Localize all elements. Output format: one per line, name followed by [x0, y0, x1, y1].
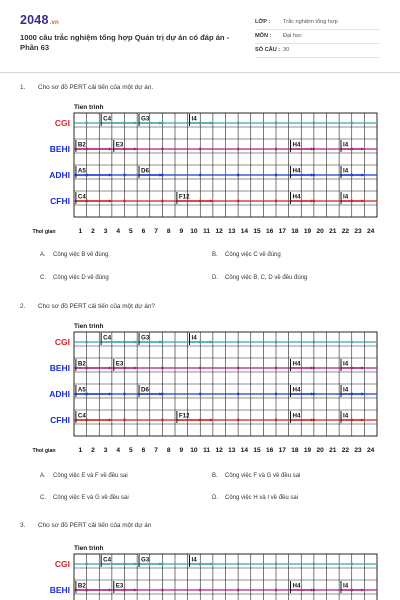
- x-tick-label: 8: [166, 228, 171, 235]
- x-tick-label: 18: [291, 228, 299, 235]
- task-label-e3: E3: [115, 582, 124, 590]
- row-node: [275, 122, 277, 125]
- x-tick-label: 2: [91, 447, 95, 454]
- task-arrow: [109, 147, 112, 150]
- task-arrow: [210, 121, 213, 124]
- row-label-behi: BEHI: [49, 363, 70, 373]
- task-label-b2: B2: [77, 360, 86, 368]
- row-node: [86, 200, 88, 203]
- pert-chart-3: [0, 540, 400, 600]
- option-b[interactable]: [212, 252, 281, 258]
- row-node: [161, 393, 163, 396]
- row-node: [313, 200, 315, 203]
- row-label-behi: BEHI: [49, 144, 70, 154]
- row-node: [351, 589, 353, 592]
- task-label-c4: C4: [103, 334, 112, 342]
- x-tick-label: 7: [154, 447, 158, 454]
- row-node: [351, 122, 353, 125]
- x-tick-label: 5: [128, 228, 133, 235]
- task-label-h4: H4: [292, 386, 301, 394]
- row-node: [313, 122, 315, 125]
- pert-chart-svg: [0, 318, 400, 463]
- meta-key: SỐ CÂU :: [255, 47, 281, 53]
- x-tick-label: 21: [329, 228, 337, 235]
- row-label-cfhi: CFHI: [50, 415, 70, 425]
- row-node: [86, 367, 88, 370]
- row-node: [199, 589, 201, 592]
- option-text: Công việc E và F về đều sai: [53, 473, 128, 479]
- x-tick-label: 20: [316, 228, 324, 235]
- x-tick-label: 10: [190, 447, 198, 454]
- x-tick-label: 14: [240, 447, 249, 454]
- option-d[interactable]: [212, 275, 307, 281]
- task-label-c4: C4: [77, 412, 86, 420]
- task-arrow: [210, 562, 213, 565]
- x-tick-label: 10: [190, 228, 198, 235]
- option-c[interactable]: [40, 495, 129, 501]
- x-tick-label: 1: [78, 447, 83, 454]
- row-node: [313, 148, 315, 151]
- task-label-c4: C4: [103, 556, 112, 564]
- option-letter: B.: [212, 252, 218, 258]
- row-node: [161, 148, 163, 151]
- row-node: [124, 200, 126, 203]
- question-number: 3.: [20, 522, 26, 529]
- task-label-h4: H4: [292, 360, 301, 368]
- row-node: [86, 393, 88, 396]
- row-node: [86, 419, 88, 422]
- task-label-h4: H4: [292, 582, 301, 590]
- row-node: [161, 589, 163, 592]
- row-node: [199, 200, 201, 203]
- meta-value: 30: [283, 47, 290, 53]
- document-title: 1000 câu trắc nghiệm tổng hợp Quản trị dự án có đáp án - Phần 63: [20, 33, 230, 52]
- task-label-a5: A5: [77, 386, 86, 394]
- row-node: [275, 148, 277, 151]
- x-tick-label: 23: [354, 228, 362, 235]
- task-label-i4: I4: [343, 360, 349, 368]
- row-node: [124, 589, 126, 592]
- question-2-text: [20, 303, 155, 310]
- row-node: [199, 148, 201, 151]
- task-arrow: [361, 392, 364, 395]
- meta-value: Trắc nghiệm tổng hợp: [283, 19, 338, 25]
- pert-chart-2: [0, 318, 400, 463]
- x-tick-label: 4: [116, 228, 121, 235]
- task-label-g3: G3: [141, 115, 150, 123]
- task-label-i4: I4: [343, 582, 349, 590]
- question-prompt: Cho sơ đồ PERT cải tiến của một dự án?: [38, 303, 155, 310]
- row-node: [313, 589, 315, 592]
- row-node: [313, 367, 315, 370]
- row-node: [86, 122, 88, 125]
- task-label-c4: C4: [103, 115, 112, 123]
- row-node: [275, 419, 277, 422]
- row-node: [351, 563, 353, 566]
- row-node: [351, 393, 353, 396]
- row-node: [124, 393, 126, 396]
- x-tick-label: 2: [91, 228, 95, 235]
- task-label-h4: H4: [292, 141, 301, 149]
- row-node: [124, 419, 126, 422]
- x-tick-label: 16: [266, 447, 274, 454]
- option-letter: D.: [212, 275, 218, 281]
- task-label-b2: B2: [77, 582, 86, 590]
- row-node: [351, 367, 353, 370]
- x-tick-label: 11: [203, 447, 211, 454]
- chart-title: Tien trinh: [74, 104, 104, 111]
- x-axis-label: Thoi gian: [32, 448, 56, 454]
- row-node: [237, 367, 239, 370]
- x-tick-label: 22: [341, 447, 350, 454]
- x-tick-label: 14: [240, 228, 249, 235]
- x-tick-label: 24: [367, 447, 375, 454]
- x-tick-label: 15: [253, 228, 261, 235]
- option-letter: A.: [40, 473, 46, 479]
- row-node: [237, 589, 239, 592]
- row-node: [313, 563, 315, 566]
- row-node: [237, 174, 239, 177]
- option-text: Công việc D về đúng: [53, 275, 109, 281]
- row-node: [275, 200, 277, 203]
- task-arrow: [361, 199, 364, 202]
- option-letter: A.: [40, 252, 46, 258]
- option-a[interactable]: [40, 252, 108, 258]
- row-label-cgi: CGI: [54, 337, 70, 347]
- x-tick-label: 3: [103, 447, 108, 454]
- x-tick-label: 18: [291, 447, 299, 454]
- row-node: [275, 589, 277, 592]
- option-letter: D.: [212, 495, 218, 501]
- row-node: [313, 419, 315, 422]
- row-node: [86, 341, 88, 344]
- task-label-h4: H4: [292, 167, 301, 175]
- task-arrow: [361, 173, 364, 176]
- row-label-behi: BEHI: [49, 585, 70, 595]
- x-tick-label: 9: [179, 228, 184, 235]
- task-label-i4: I4: [191, 115, 197, 123]
- row-node: [275, 174, 277, 177]
- task-arrow: [210, 340, 213, 343]
- row-node: [124, 122, 126, 125]
- pert-chart-svg: [0, 99, 400, 244]
- x-tick-label: 6: [141, 228, 146, 235]
- row-label-cfhi: CFHI: [50, 196, 70, 206]
- option-text: Công việc H và I về đều sai: [225, 495, 299, 501]
- x-tick-label: 19: [303, 447, 312, 454]
- task-label-i4: I4: [343, 412, 349, 420]
- pert-chart-svg: [0, 540, 400, 600]
- question-prompt: Cho sơ đồ PERT cải tiến của một dự án: [38, 522, 152, 529]
- chart-title: Tien trinh: [74, 323, 104, 330]
- row-node: [237, 148, 239, 151]
- task-arrow: [361, 588, 364, 591]
- x-tick-label: 8: [166, 447, 171, 454]
- task-label-g3: G3: [141, 556, 150, 564]
- pert-chart-1: [0, 99, 400, 244]
- task-arrow: [134, 562, 137, 565]
- x-tick-label: 17: [278, 228, 286, 235]
- task-arrow: [109, 199, 112, 202]
- x-tick-label: 22: [341, 228, 350, 235]
- row-node: [351, 200, 353, 203]
- x-tick-label: 13: [228, 447, 236, 454]
- task-arrow: [134, 340, 137, 343]
- row-node: [124, 367, 126, 370]
- row-node: [161, 122, 163, 125]
- row-node: [351, 341, 353, 344]
- row-node: [124, 148, 126, 151]
- option-text: Công việc B, C, D về đều đúng: [225, 275, 308, 281]
- x-tick-label: 23: [354, 447, 362, 454]
- row-node: [237, 393, 239, 396]
- row-node: [124, 341, 126, 344]
- row-node: [313, 174, 315, 177]
- row-node: [237, 419, 239, 422]
- x-tick-label: 15: [253, 447, 261, 454]
- task-arrow: [361, 418, 364, 421]
- row-node: [199, 174, 201, 177]
- task-label-a5: A5: [77, 167, 86, 175]
- task-label-i4: I4: [191, 556, 197, 564]
- task-label-i4: I4: [343, 141, 349, 149]
- task-arrow: [134, 588, 137, 591]
- row-node: [199, 563, 201, 566]
- task-label-d6: D6: [141, 386, 149, 394]
- x-tick-label: 12: [215, 228, 223, 235]
- row-node: [199, 419, 201, 422]
- meta-row-class: [255, 17, 380, 30]
- task-arrow: [361, 147, 364, 150]
- meta-value: Đại học: [283, 33, 302, 39]
- task-label-c4: C4: [77, 193, 86, 201]
- row-node: [199, 341, 201, 344]
- task-label-h4: H4: [292, 193, 301, 201]
- row-node: [199, 122, 201, 125]
- task-arrow: [109, 366, 112, 369]
- question-prompt: Cho sơ đồ PERT cải tiến của một dự án.: [38, 84, 154, 91]
- row-node: [161, 200, 163, 203]
- option-text: Công việc F và G về đều sai: [225, 473, 301, 479]
- option-c[interactable]: [40, 275, 109, 281]
- row-node: [237, 122, 239, 125]
- x-tick-label: 19: [303, 228, 312, 235]
- x-tick-label: 17: [278, 447, 286, 454]
- task-arrow: [109, 588, 112, 591]
- x-tick-label: 16: [266, 228, 274, 235]
- x-tick-label: 24: [367, 228, 375, 235]
- task-arrow: [134, 366, 137, 369]
- x-tick-label: 5: [128, 447, 133, 454]
- option-text: Công việc E và G về đều sai: [53, 495, 129, 501]
- meta-row-subject: [255, 31, 380, 44]
- question-3-text: [20, 522, 151, 529]
- row-node: [86, 174, 88, 177]
- logo-text: 2048: [20, 13, 49, 27]
- row-node: [237, 200, 239, 203]
- row-node: [351, 419, 353, 422]
- option-letter: C.: [40, 275, 46, 281]
- task-arrow: [134, 121, 137, 124]
- row-node: [351, 174, 353, 177]
- option-text: Công việc C về đúng: [225, 252, 281, 258]
- task-label-b2: B2: [77, 141, 86, 149]
- option-b[interactable]: [212, 473, 300, 479]
- x-tick-label: 13: [228, 228, 236, 235]
- row-node: [86, 589, 88, 592]
- row-node: [86, 148, 88, 151]
- row-label-adhi: ADHI: [49, 389, 70, 399]
- option-d[interactable]: [212, 495, 298, 501]
- row-label-adhi: ADHI: [49, 170, 70, 180]
- question-number: 2.: [20, 303, 26, 310]
- x-tick-label: 20: [316, 447, 324, 454]
- task-arrow: [361, 366, 364, 369]
- task-arrow: [210, 418, 213, 421]
- row-node: [199, 393, 201, 396]
- meta-key: LỚP :: [255, 19, 271, 25]
- row-node: [161, 341, 163, 344]
- task-arrow: [109, 418, 112, 421]
- task-label-e3: E3: [115, 141, 124, 149]
- row-node: [161, 367, 163, 370]
- task-arrow: [134, 147, 137, 150]
- question-number: 1.: [20, 84, 26, 91]
- row-node: [237, 341, 239, 344]
- task-label-i4: I4: [191, 334, 197, 342]
- task-label-i4: I4: [343, 167, 349, 175]
- x-tick-label: 12: [215, 447, 223, 454]
- page-header: [0, 0, 400, 73]
- meta-row-count: [255, 45, 380, 58]
- row-node: [313, 393, 315, 396]
- row-node: [124, 174, 126, 177]
- x-tick-label: 9: [179, 447, 184, 454]
- row-node: [275, 563, 277, 566]
- row-node: [199, 367, 201, 370]
- task-label-h4: H4: [292, 412, 301, 420]
- task-label-i4: I4: [343, 193, 349, 201]
- row-node: [124, 563, 126, 566]
- option-letter: B.: [212, 473, 218, 479]
- row-node: [275, 367, 277, 370]
- row-node: [351, 148, 353, 151]
- row-node: [86, 563, 88, 566]
- task-label-e3: E3: [115, 360, 124, 368]
- task-label-g3: G3: [141, 334, 150, 342]
- logo-suffix: .vn: [49, 20, 59, 26]
- site-logo[interactable]: [20, 13, 59, 27]
- option-letter: C.: [40, 495, 46, 501]
- row-label-cgi: CGI: [54, 559, 70, 569]
- x-tick-label: 4: [116, 447, 121, 454]
- task-arrow: [109, 392, 112, 395]
- chart-title: Tien trinh: [74, 545, 104, 552]
- meta-key: MÔN :: [255, 33, 272, 39]
- x-axis-label: Thoi gian: [32, 229, 56, 235]
- task-arrow: [109, 173, 112, 176]
- row-node: [237, 563, 239, 566]
- row-node: [313, 341, 315, 344]
- row-label-cgi: CGI: [54, 118, 70, 128]
- question-1-text: [20, 84, 153, 91]
- x-tick-label: 3: [103, 228, 108, 235]
- row-node: [275, 341, 277, 344]
- task-label-i4: I4: [343, 386, 349, 394]
- x-tick-label: 1: [78, 228, 83, 235]
- option-a[interactable]: [40, 473, 128, 479]
- task-label-d6: D6: [141, 167, 149, 175]
- option-text: Công việc B về đúng: [53, 252, 109, 258]
- task-arrow: [210, 199, 213, 202]
- row-node: [161, 563, 163, 566]
- x-tick-label: 21: [329, 447, 337, 454]
- x-tick-label: 7: [154, 228, 158, 235]
- row-node: [161, 419, 163, 422]
- task-label-f12: F12: [178, 412, 190, 420]
- row-node: [275, 393, 277, 396]
- row-node: [161, 174, 163, 177]
- task-label-f12: F12: [178, 193, 190, 201]
- x-tick-label: 6: [141, 447, 146, 454]
- x-tick-label: 11: [203, 228, 211, 235]
